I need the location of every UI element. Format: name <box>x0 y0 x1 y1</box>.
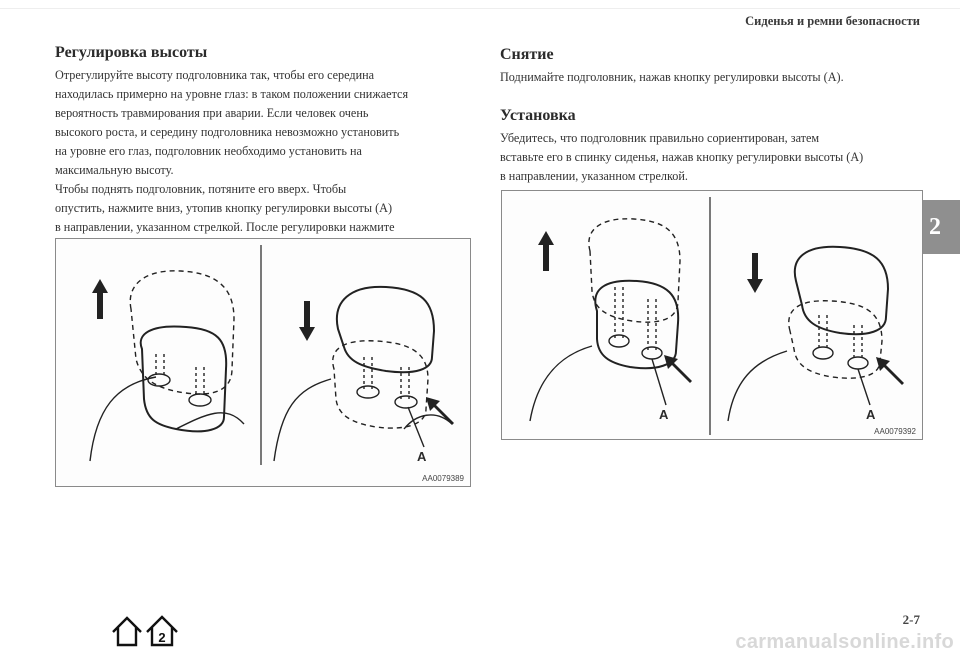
removal-text <box>500 68 925 87</box>
text-line: находилась примерно на уровне глаз: в таком положении снижается <box>55 87 409 101</box>
figure-code: AA0079389 <box>422 474 464 483</box>
up-arrow-icon <box>538 231 554 271</box>
text-line: в направлении, указанном стрелкой. <box>500 169 688 183</box>
text-line: в направлении, указанном стрелкой. После регулировки нажмите <box>55 220 395 234</box>
text-line: высокого роста, и середину подголовника невозможно установить <box>55 125 400 139</box>
nav-chapter-number: 2 <box>158 630 166 645</box>
install-heading: Установка <box>500 107 576 124</box>
up-arrow-icon <box>92 279 108 319</box>
text-line: Чтобы поднять подголовник, потяните его вверх. Чтобы <box>55 182 347 196</box>
page-number: 2-7 <box>902 612 920 627</box>
height-adjust-heading: Регулировка высоты <box>55 44 208 61</box>
push-arrow-icon <box>426 397 454 425</box>
running-title: Сиденья и ремни безопасности <box>745 14 920 28</box>
push-arrow-icon <box>664 355 692 383</box>
height-adjust-figure <box>55 238 471 487</box>
text-line: Поднимайте подголовник, нажав кнопку регулировки высоты (A). <box>500 70 844 84</box>
text-line: вероятность травмирования при аварии. Если человек очень <box>55 106 369 120</box>
text-line: максимальную высоту. <box>55 163 174 177</box>
text-line: опустить, нажмите вниз, утопив кнопку регулировки высоты (A) <box>55 201 393 215</box>
push-arrow-icon <box>876 357 904 385</box>
removal-install-section <box>500 46 925 186</box>
home-icon <box>113 618 141 645</box>
install-text <box>500 129 925 186</box>
headrest-height-illustration <box>56 239 470 486</box>
top-rule <box>0 8 960 9</box>
height-adjust-section <box>55 44 475 256</box>
watermark: carmanualsonline.info <box>735 631 954 653</box>
text-line: Отрегулируйте высоту подголовника так, чтобы его середина <box>55 68 375 82</box>
down-arrow-icon <box>747 253 763 293</box>
nav-icons <box>111 612 181 652</box>
down-arrow-icon <box>299 301 315 341</box>
text-line: вставьте его в спинку сиденья, нажав кнопку регулировки высоты (A) <box>500 150 864 164</box>
chapter-number: 2 <box>929 213 941 240</box>
button-a-label: A <box>417 449 427 464</box>
height-adjust-text <box>55 66 475 256</box>
figure-code: AA0079392 <box>874 427 916 436</box>
button-a-label: A <box>866 407 876 422</box>
text-line: на уровне его глаз, подголовник необходимо установить на <box>55 144 362 158</box>
removal-install-figure <box>501 190 923 440</box>
headrest-removal-illustration <box>502 191 922 439</box>
button-a-label: A <box>659 407 669 422</box>
removal-heading: Снятие <box>500 46 554 63</box>
text-line: Убедитесь, что подголовник правильно сориентирован, затем <box>500 131 820 145</box>
